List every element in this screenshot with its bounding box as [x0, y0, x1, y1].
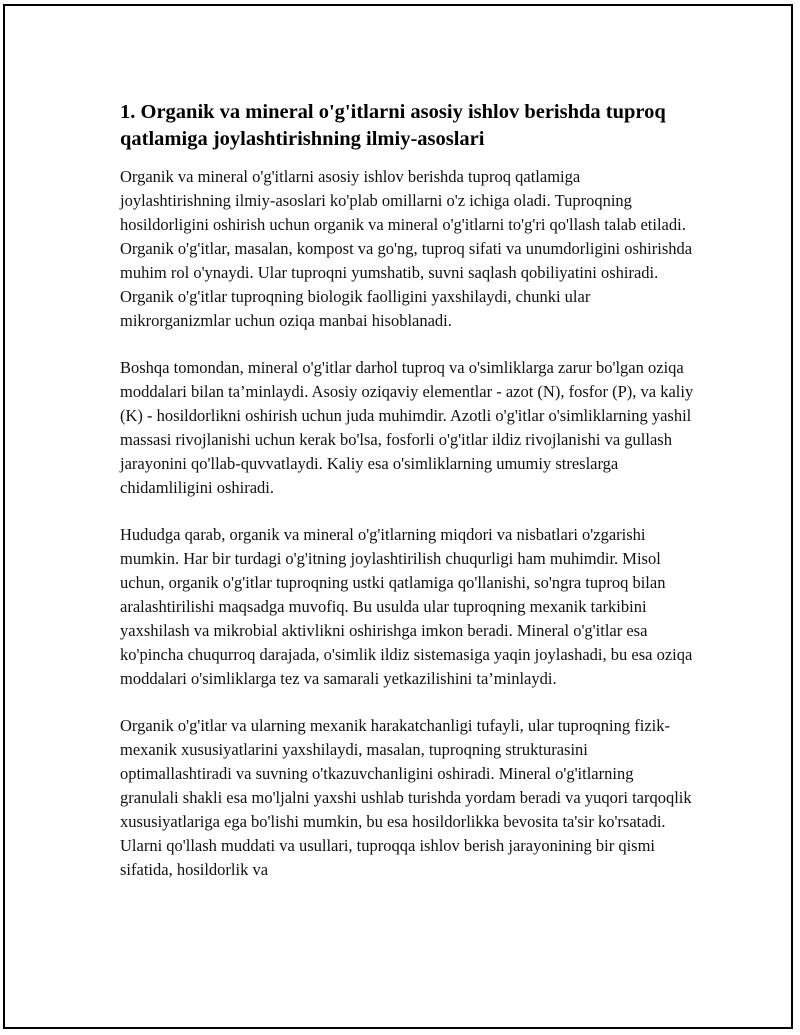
paragraph-4: Organik o'g'itlar va ularning mexanik harakatchanligi tufayli, ular tuproqning fizik-mexanik xususiyatlarini yaxshilaydi, masalan, tuproqning strukturasini optimallashtiradi va suvning o'tkazuvchanligini oshiradi. Mineral o'g'itlarning granulali shakli esa mo'ljalni yaxshi ushlab turishda yordam beradi va yuqori tarqoqlik xususiyatlariga ega bo'lishi mumkin, bu esa hosildorlikka bevosita ta'sir ko'rsatadi. Ularni qo'llash muddati va usullari, tuproqqa ishlov berish jarayonining bir qismi sifatida, hosildorlik va [120, 716, 692, 879]
section-heading: 1. Organik va mineral o'g'itlarni asosiy ishlov berishda tuproq qatlamiga joylashtirishning ilmiy-asoslari [120, 101, 666, 150]
document-page [3, 4, 793, 1029]
paragraph-1: Organik va mineral o'g'itlarni asosiy ishlov berishda tuproq qatlamiga joylashtirishning ilmiy-asoslari ko'plab omillarni o'z ichiga oladi. Tuproqning hosildorligini oshirish uchun organik va mineral o'g'itlarni to'g'ri qo'llash talab etiladi. Organik o'g'itlar, masalan, kompost va go'ng, tuproq sifati va unumdorligini oshirishda muhim rol o'ynaydi. Ular tuproqni yumshatib, suvni saqlash qobiliyatini oshiradi. Organik o'g'itlar tuproqning biologik faolligini yaxshilaydi, chunki ular mikrorganizmlar uchun oziqa manbai hisoblanadi. [120, 167, 693, 330]
paragraph-3: Hududga qarab, organik va mineral o'g'itlarning miqdori va nisbatlari o'zgarishi mumkin. Har bir turdagi o'g'itning joylashtirilish chuqurligi ham muhimdir. Misol uchun, organik o'g'itlar tuproqning ustki qatlamiga qo'llanishi, so'ngra tuproq bilan aralashtirilishi maqsadga muvofiq. Bu usulda ular tuproqning mexanik tarkibini yaxshilash va mikrobial aktivlikni oshirishga imkon beradi. Mineral o'g'itlar esa ko'pincha chuqurroq darajada, o'simlik ildiz sistemasiga yaqin joylashadi, bu esa oziqa moddalari o'simliklarga tez va samarali yetkazilishini ta’minlaydi. [120, 525, 693, 688]
document-body [120, 99, 695, 905]
paragraph-2: Boshqa tomondan, mineral o'g'itlar darhol tuproq va o'simliklarga zarur bo'lgan oziqa moddalari bilan ta’minlaydi. Asosiy oziqaviy elementlar - azot (N), fosfor (P), va kaliy (K) - hosildorlikni oshirish uchun juda muhimdir. Azotli o'g'itlar o'simliklarning yashil massasi rivojlanishi uchun kerak bo'lsa, fosforli o'g'itlar ildiz rivojlanishi va gullash jarayonini qo'llab-quvvatlaydi. Kaliy esa o'simliklarning umumiy streslarga chidamliligini oshiradi. [120, 358, 694, 497]
